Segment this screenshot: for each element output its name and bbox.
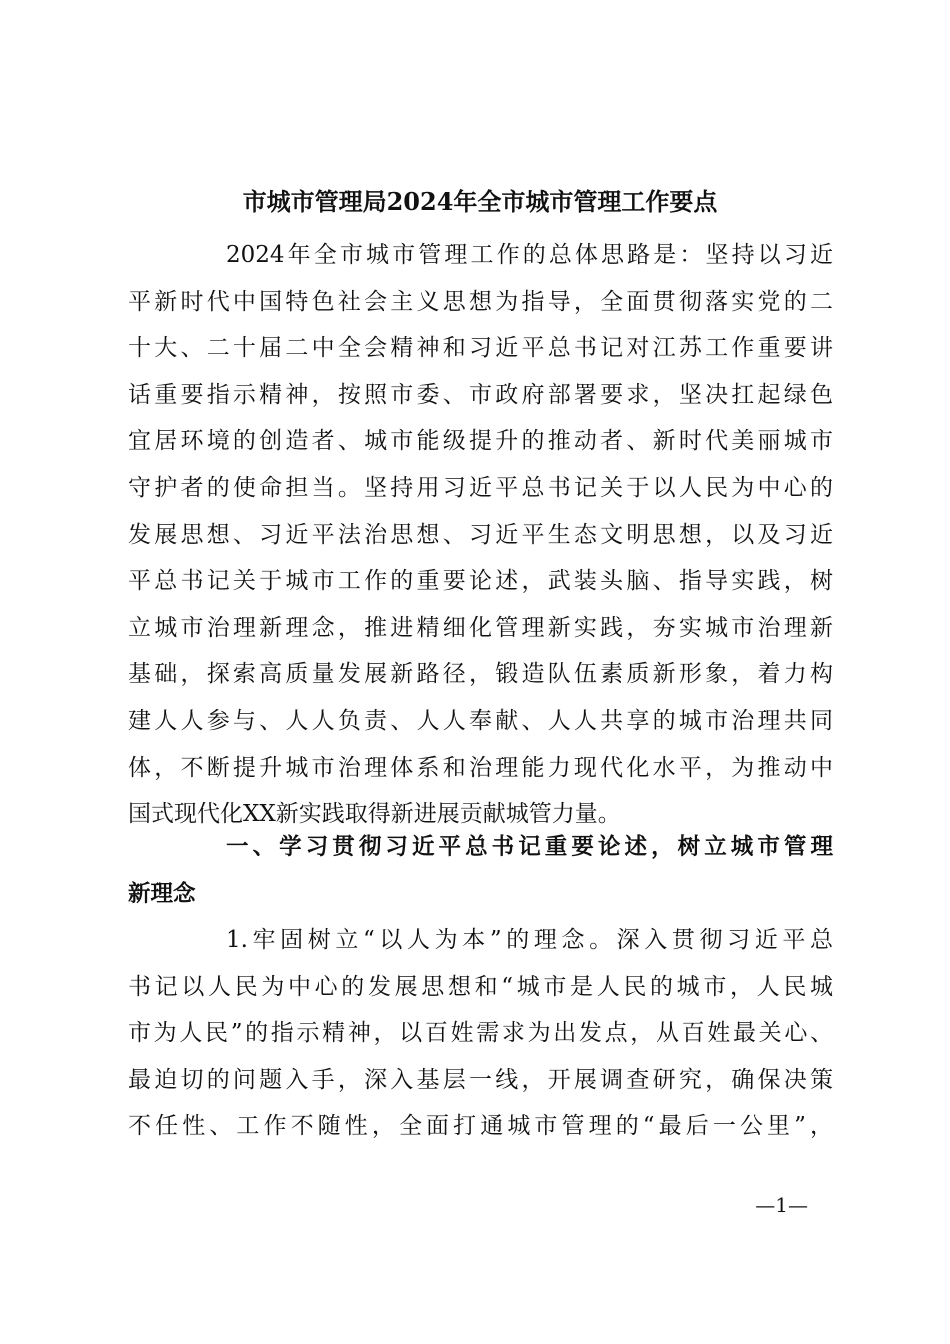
paragraph-line: 宜居环境的创造者、城市能级提升的推动者、新时代美丽城市 [128, 428, 833, 455]
paragraph-line: 立城市治理新理念，推进精细化管理新实践，夯实城市治理新 [128, 614, 833, 641]
item-1-paragraph [128, 917, 833, 1150]
paragraph-line: 基础，探索高质量发展新路径，锻造队伍素质新形象，着力构 [128, 661, 833, 688]
page-number: —1— [755, 1193, 808, 1217]
paragraph-line: 体，不断提升城市治理体系和治理能力现代化水平，为推动中 [128, 754, 833, 781]
paragraph-line: 话重要指示精神，按照市委、市政府部署要求，坚决扛起绿色 [128, 381, 833, 408]
paragraph-line: 最迫切的问题入手，深入基层一线，开展调查研究，确保决策 [128, 1066, 833, 1093]
document-title: 市城市管理局2024年全市城市管理工作要点 [242, 187, 718, 216]
heading-line: 一、学习贯彻习近平总书记重要论述，树立城市管理 [226, 834, 833, 860]
paragraph-line: 市为人民”的指示精神，以百姓需求为出发点，从百姓最关心、 [128, 1020, 833, 1047]
paragraph-line: 书记以人民为中心的发展思想和“城市是人民的城市，人民城 [128, 973, 833, 1000]
paragraph-line: 十大、二十届二中全会精神和习近平总书记对江苏工作重要讲 [128, 335, 833, 362]
intro-paragraph [128, 232, 833, 838]
paragraph-line: 发展思想、习近平法治思想、习近平生态文明思想，以及习近 [128, 521, 833, 548]
section-1-heading [128, 824, 833, 917]
paragraph-line: 2024年全市城市管理工作的总体思路是：坚持以习近 [226, 242, 833, 268]
paragraph-line: 不任性、工作不随性，全面打通城市管理的“最后一公里”， [128, 1113, 833, 1140]
heading-line: 新理念 [128, 880, 196, 907]
paragraph-line: 平新时代中国特色社会主义思想为指导，全面贯彻落实党的二 [128, 288, 833, 315]
paragraph-line: 国式现代化XX新实践取得新进展贡献城管力量。 [128, 801, 621, 828]
paragraph-line: 建人人参与、人人负责、人人奉献、人人共享的城市治理共同 [128, 707, 833, 734]
paragraph-line: 平总书记关于城市工作的重要论述，武装头脑、指导实践，树 [128, 568, 833, 595]
paragraph-line: 1.牢固树立“以人为本”的理念。深入贯彻习近平总 [226, 927, 833, 953]
paragraph-line: 守护者的使命担当。坚持用习近平总书记关于以人民为中心的 [128, 474, 833, 501]
